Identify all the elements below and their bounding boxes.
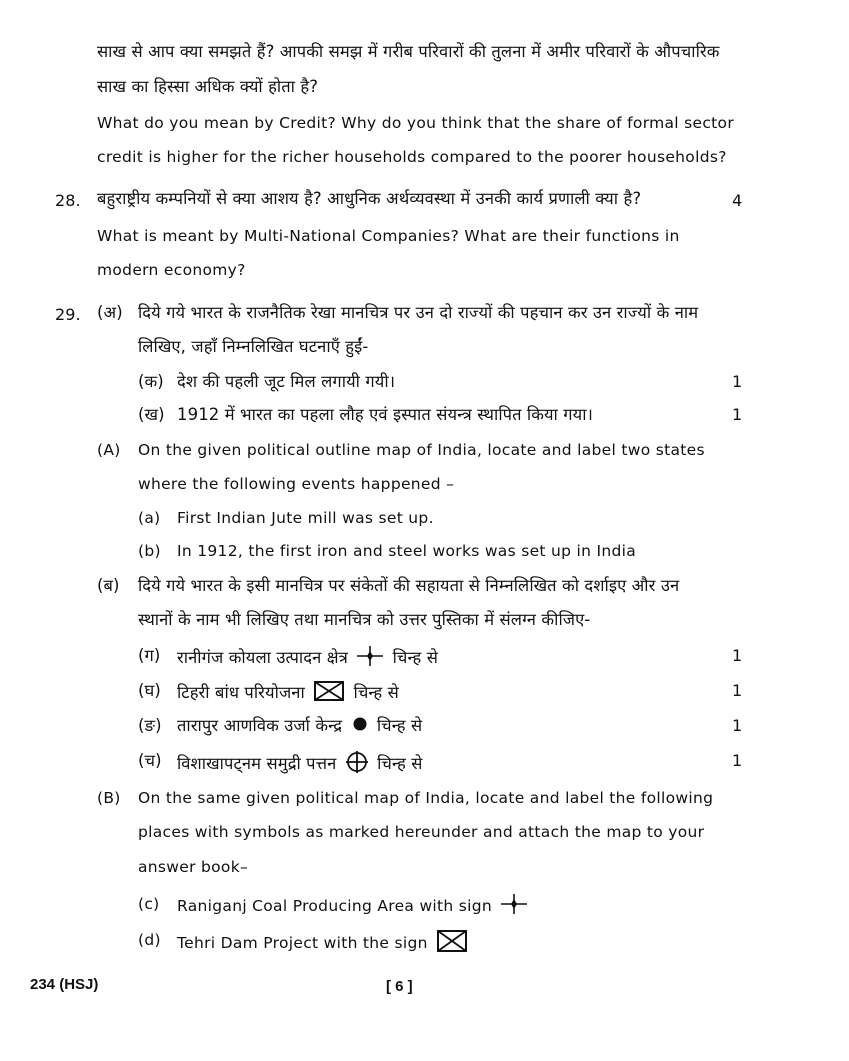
q29-item-cha-row: [177, 751, 422, 778]
q29-item-ga-marks: 1: [732, 646, 743, 665]
q29-item-a-label: (a): [138, 509, 161, 527]
q29-item-ga-text: रानीगंज कोयला उत्पादन क्षेत्र: [177, 648, 348, 667]
q29-item-gha-marks: 1: [732, 681, 743, 700]
q29-item-kha-label: (ख): [138, 405, 165, 424]
q29-item-d-label: (d): [138, 931, 161, 949]
q29-item-d-text: Tehri Dam Project with the sign: [177, 934, 428, 952]
q29-part-a-hindi-line-2: लिखिए, जहाँ निम्नलिखित घटनाएँ हुईं-: [138, 337, 369, 356]
q29-part-a-english-line-2: where the following events happened –: [138, 475, 455, 493]
q29-item-ga-suffix: चिन्ह से: [392, 648, 438, 667]
q29-item-nga-row: [177, 716, 422, 737]
q29-part-b-hindi-line-2: स्थानों के नाम भी लिखिए तथा मानचित्र को उत्तर पुस्तिका में संलग्न कीजिए-: [138, 610, 591, 629]
page-number: [ 6 ]: [386, 978, 413, 995]
q29-item-ka-label: (क): [138, 372, 164, 391]
q29-item-kha-marks: 1: [732, 405, 743, 424]
q29-part-a-hindi-label: (अ): [97, 303, 123, 322]
q29-part-a-hindi-line-1: दिये गये भारत के राजनैतिक रेखा मानचित्र पर उन दो राज्यों की पहचान कर उन राज्यों के नाम: [138, 303, 699, 322]
q28-english-line-2: modern economy?: [97, 261, 246, 279]
q29-item-b-text: In 1912, the first iron and steel works was set up in India: [177, 542, 637, 560]
q29-item-gha-row: [177, 681, 399, 706]
q27-hindi-line-1: साख से आप क्या समझते हैं? आपकी समझ में गरीब परिवारों की तुलना में अमीर परिवारों के औपचारिक: [97, 42, 720, 61]
q29-item-gha-text: टिहरी बांध परियोजना: [177, 683, 305, 702]
q29-number: 29.: [55, 305, 81, 324]
q29-item-a-text: First Indian Jute mill was set up.: [177, 509, 434, 527]
boxed-x-icon: [314, 681, 344, 706]
q28-marks: 4: [732, 191, 743, 210]
q29-item-nga-marks: 1: [732, 716, 743, 735]
q29-item-d-row: [177, 930, 471, 957]
q28-number: 28.: [55, 191, 81, 210]
boxed-x-icon: [437, 930, 467, 957]
q27-english-line-2: credit is higher for the richer households compared to the poorer households?: [97, 148, 727, 166]
q29-part-b-hindi-line-1: दिये गये भारत के इसी मानचित्र पर संकेतों की सहायता से निम्नलिखित को दर्शाइए और उन: [138, 576, 680, 595]
q29-part-b-hindi-label: (ब): [97, 576, 120, 595]
q29-item-cha-suffix: चिन्ह से: [377, 754, 423, 773]
circle-cross-icon: [346, 751, 368, 778]
q29-item-gha-label: (घ): [138, 681, 161, 700]
q29-item-c-label: (c): [138, 895, 160, 913]
q29-item-nga-suffix: चिन्ह से: [376, 716, 423, 735]
q29-item-ka-text: देश की पहली जूट मिल लगायी गयी।: [177, 372, 396, 391]
q29-part-b-english-line-3: answer book–: [138, 858, 249, 876]
q29-item-gha-suffix: चिन्ह से: [353, 683, 399, 702]
paper-code: 234 (HSJ): [30, 976, 99, 993]
q29-part-a-english-label: (A): [97, 441, 121, 459]
cross-star-icon: [357, 646, 383, 671]
q29-item-c-row: [177, 894, 531, 919]
q29-item-nga-text: तारापुर आणविक उर्जा केन्द्र: [177, 716, 343, 735]
q28-english-line-1: What is meant by Multi-National Companies? What are their functions in: [97, 227, 680, 245]
q29-item-cha-marks: 1: [732, 751, 743, 770]
q29-item-kha-text: 1912 में भारत का पहला लौह एवं इस्पात संयन्त्र स्थापित किया गया।: [177, 405, 593, 424]
q27-hindi-line-2: साख का हिस्सा अधिक क्यों होता है?: [97, 77, 319, 96]
q29-item-c-text: Raniganj Coal Producing Area with sign: [177, 897, 493, 915]
q27-english-line-1: What do you mean by Credit? Why do you think that the share of formal sector: [97, 114, 735, 132]
q29-item-ka-marks: 1: [732, 372, 743, 391]
q29-item-cha-label: (च): [138, 751, 162, 770]
cross-star-icon: [501, 894, 527, 919]
q29-item-ga-row: [177, 646, 438, 671]
q29-part-b-english-line-1: On the same given political map of India, locate and label the following: [138, 789, 714, 807]
q29-item-cha-text: विशाखापट्नम समुद्री पत्तन: [177, 754, 337, 773]
filled-circle-icon: [352, 716, 368, 737]
q29-part-b-english-label: (B): [97, 789, 121, 807]
q29-item-nga-label: (ङ): [138, 716, 162, 735]
q29-item-ga-label: (ग): [138, 646, 161, 665]
q29-part-b-english-line-2: places with symbols as marked hereunder and attach the map to your: [138, 823, 705, 841]
q29-item-b-label: (b): [138, 542, 161, 560]
q28-hindi: बहुराष्ट्रीय कम्पनियों से क्या आशय है? आधुनिक अर्थव्यवस्था में उनकी कार्य प्रणाली क्या है?: [97, 189, 642, 208]
q29-part-a-english-line-1: On the given political outline map of India, locate and label two states: [138, 441, 705, 459]
